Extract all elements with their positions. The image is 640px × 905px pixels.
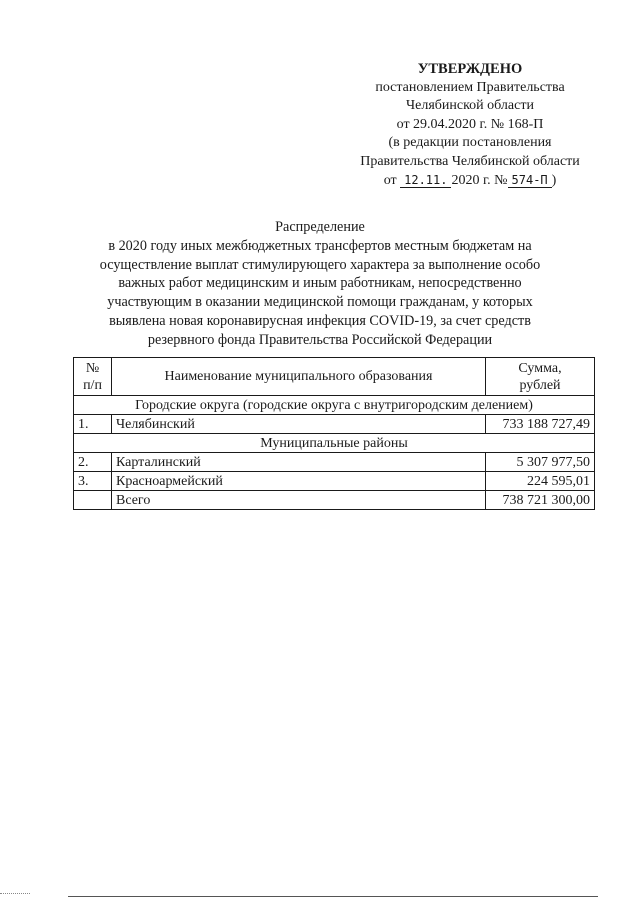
row-name: Челябинский xyxy=(112,415,486,434)
section-urban-districts: Городские округа (городские округа с внутригородским делением) xyxy=(74,396,595,415)
total-sum: 738 721 300,00 xyxy=(486,491,595,510)
approval-line-5: Правительства Челябинской области xyxy=(360,153,580,169)
approval-line-4: (в редакции постановления xyxy=(388,135,552,150)
row-num: 3. xyxy=(74,472,112,491)
row-name: Красноармейский xyxy=(112,472,486,491)
table-row xyxy=(74,472,595,491)
heading-line-4: участвующим в оказании медицинской помощи гражданам, у которых xyxy=(107,294,533,311)
section-row-urban xyxy=(74,396,595,415)
row-sum: 224 595,01 xyxy=(486,472,595,491)
header-sum xyxy=(486,358,595,396)
header-sum-line-2: рублей xyxy=(519,377,561,393)
document-heading xyxy=(60,218,580,350)
heading-line-2: осуществление выплат стимулирующего характера за выполнение особо xyxy=(99,256,541,273)
heading-line-6: резервного фонда Правительства Российской Федерации xyxy=(147,331,493,348)
approval-line-1: постановлением Правительства xyxy=(375,79,565,95)
footer-divider xyxy=(68,896,598,897)
date-year: 2020 г. № xyxy=(451,173,508,188)
header-num-line-1: № xyxy=(85,360,100,376)
header-num-line-2: п/п xyxy=(83,377,102,393)
row-num: 1. xyxy=(74,415,112,434)
approval-revision-date xyxy=(320,171,620,191)
approval-title: УТВЕРЖДЕНО xyxy=(417,61,523,77)
footer-mark xyxy=(0,893,30,894)
total-name: Всего xyxy=(112,491,486,510)
header-name: Наименование муниципального образования xyxy=(112,358,486,396)
row-sum: 5 307 977,50 xyxy=(486,453,595,472)
approval-line-3: от 29.04.2020 г. № 168-П xyxy=(396,116,544,132)
heading-line-1: в 2020 году иных межбюджетных трансфертов местным бюджетам на xyxy=(108,237,532,254)
date-prefix: от xyxy=(383,173,397,188)
approval-block xyxy=(320,60,620,191)
table-header-row xyxy=(74,358,595,396)
row-name: Карталинский xyxy=(112,453,486,472)
table-row xyxy=(74,453,595,472)
table-row xyxy=(74,415,595,434)
row-num: 2. xyxy=(74,453,112,472)
total-row xyxy=(74,491,595,510)
section-municipal-districts: Муниципальные районы xyxy=(74,434,595,453)
close-paren: ) xyxy=(551,173,557,188)
section-row-municipal xyxy=(74,434,595,453)
heading-line-5: выявлена новая коронавирусная инфекция COVID-19, за счет средств xyxy=(109,312,531,329)
number-fill: 574-П xyxy=(508,173,552,188)
header-num xyxy=(74,358,112,396)
distribution-table xyxy=(73,357,595,510)
heading-title: Распределение xyxy=(275,219,365,235)
approval-line-2: Челябинской области xyxy=(406,98,534,113)
total-num xyxy=(74,491,112,510)
row-sum: 733 188 727,49 xyxy=(486,415,595,434)
header-sum-line-1: Сумма, xyxy=(518,360,562,376)
heading-line-3: важных работ медицинским и иным работникам, непосредственно xyxy=(118,275,522,292)
date-fill: 12.11. xyxy=(400,173,451,188)
